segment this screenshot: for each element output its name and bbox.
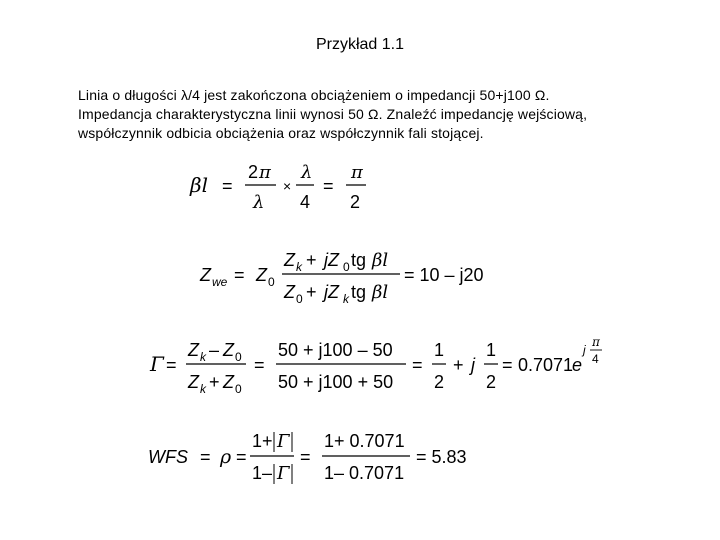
equation-input-impedance (200, 248, 520, 308)
svg-text:=: = (222, 176, 233, 196)
svg-text:Z: Z (200, 265, 211, 285)
svg-text:π: π (259, 162, 271, 183)
svg-text:βl: βl (372, 282, 389, 303)
svg-text:2: 2 (248, 162, 259, 182)
svg-text:=: = (502, 355, 513, 375)
svg-text:Z: Z (188, 340, 199, 360)
svg-text:π: π (592, 335, 600, 349)
svg-text:0: 0 (235, 382, 242, 396)
equation-vswr (148, 430, 478, 490)
svg-text:=: = (234, 265, 245, 285)
gamma-mid-numerator: 50 + j100 – 50 (278, 340, 393, 360)
svg-text:1–: 1– (252, 463, 273, 483)
svg-text:=: = (254, 355, 265, 375)
vswr-label: WFS (148, 447, 188, 467)
svg-text:j: j (583, 343, 586, 357)
svg-text:=: = (236, 447, 247, 467)
svg-text:0: 0 (296, 292, 303, 306)
svg-text:4: 4 (300, 192, 311, 212)
svg-text:=: = (200, 447, 211, 467)
input-impedance-result: = 10 – j20 (404, 265, 484, 285)
gamma-half-denominator-2: 2 (486, 372, 497, 392)
svg-text:–: – (209, 340, 220, 360)
svg-text:=: = (412, 355, 423, 375)
problem-line-3: współczynnik odbicia obciążenia oraz współczynnik fali stojącej. (78, 125, 484, 141)
svg-text:2: 2 (350, 192, 361, 212)
svg-text:e: e (572, 355, 583, 375)
svg-text:k: k (200, 382, 206, 396)
beta-l-lhs: βl (190, 173, 208, 197)
vswr-result: = 5.83 (416, 447, 467, 467)
svg-text:βl: βl (372, 250, 389, 271)
svg-text:0: 0 (235, 350, 242, 364)
svg-text:+: + (306, 250, 317, 270)
svg-text:jZ: jZ (324, 250, 339, 270)
svg-text:+: + (209, 372, 220, 392)
svg-text:k: k (343, 292, 349, 306)
svg-text:+: + (306, 282, 317, 302)
svg-text:×: × (283, 178, 292, 194)
svg-text:k: k (296, 260, 302, 274)
equation-reflection-coefficient (150, 336, 610, 400)
svg-text:λ: λ (253, 192, 265, 213)
problem-line-2: Impedancja charakterystyczna linii wynosi 50 Ω. Znaleźć impedancję wejściową, (78, 106, 588, 122)
svg-text:1+: 1+ (252, 431, 273, 451)
svg-text:Z: Z (223, 340, 234, 360)
slide-title: Przykład 1.1 (315, 36, 405, 53)
svg-text:=: = (300, 447, 311, 467)
svg-text:0: 0 (268, 275, 275, 289)
equation-beta-l (190, 158, 370, 214)
svg-text:ρ: ρ (220, 446, 232, 468)
gamma-half-numerator-1: 1 (434, 340, 445, 360)
gamma-half-numerator-2: 1 (486, 340, 497, 360)
svg-text:jZ: jZ (324, 282, 339, 302)
svg-text:=: = (166, 355, 177, 375)
svg-text:Γ: Γ (277, 463, 290, 484)
svg-text:π: π (351, 162, 363, 183)
svg-text:Γ: Γ (277, 431, 290, 452)
svg-text:λ: λ (301, 162, 313, 183)
problem-line-1: Linia o długości λ/4 jest zakończona obciążeniem o impedancji 50+j100 Ω. (78, 87, 550, 103)
problem-statement (78, 86, 678, 143)
gamma-magnitude: 0.7071 (518, 355, 574, 375)
vswr-numerator-value: 1+ 0.7071 (324, 431, 405, 451)
svg-text:Z: Z (223, 372, 234, 392)
svg-text:tg: tg (351, 282, 367, 302)
svg-text:Z: Z (256, 265, 267, 285)
svg-text:k: k (200, 350, 206, 364)
svg-text:tg: tg (351, 250, 367, 270)
svg-text:we: we (212, 275, 228, 289)
svg-text:+: + (453, 355, 464, 375)
svg-text:Γ: Γ (150, 352, 164, 376)
svg-text:=: = (323, 176, 334, 196)
gamma-half-denominator-1: 2 (434, 372, 445, 392)
svg-text:j: j (471, 355, 475, 375)
vswr-denominator-value: 1– 0.7071 (324, 463, 405, 483)
gamma-mid-denominator: 50 + j100 + 50 (278, 372, 394, 392)
svg-text:0: 0 (343, 260, 350, 274)
svg-text:Z: Z (188, 372, 199, 392)
svg-text:Z: Z (284, 250, 295, 270)
svg-text:Z: Z (284, 282, 295, 302)
gamma-exponent-denominator: 4 (592, 352, 599, 366)
